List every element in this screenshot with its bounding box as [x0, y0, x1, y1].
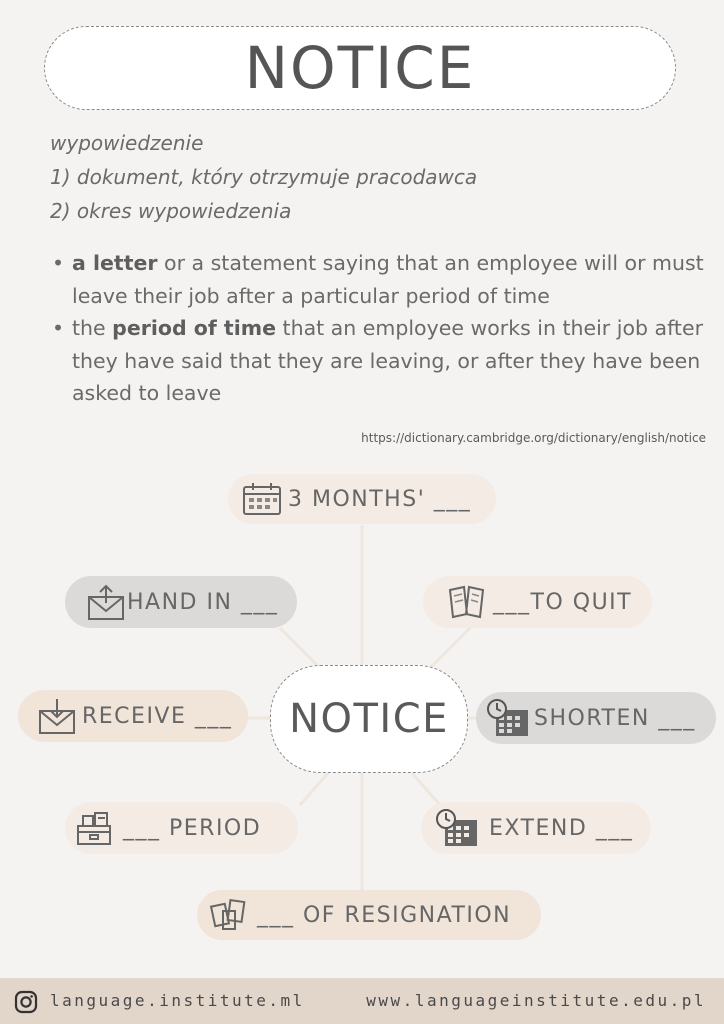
- phrase-to-quit: [423, 576, 652, 628]
- definition-text: that an employee works in their job after they have said that they are leaving, or after they have been asked to leave: [72, 316, 704, 405]
- polish-meaning-2: 2) okres wypowiedzenia: [50, 199, 292, 223]
- phrase-label: ___ PERIOD: [123, 815, 262, 841]
- calendar-icon: [242, 482, 282, 516]
- instagram-handle[interactable]: language.institute.ml: [50, 991, 305, 1010]
- polish-translation: wypowiedzenie: [50, 131, 204, 155]
- phrase-of-resignation: [197, 890, 541, 940]
- phrase-period: [65, 802, 298, 854]
- phrase-receive: [18, 690, 248, 742]
- box-of-items-icon: [75, 810, 113, 846]
- website-link[interactable]: www.languageinstitute.edu.pl: [366, 991, 706, 1010]
- definition-text: or a statement saying that an employee will or must leave their job after a particular period of time: [72, 251, 704, 308]
- phrase-label: ___TO QUIT: [493, 589, 633, 615]
- torn-documents-icon: [447, 584, 487, 620]
- phrase-extend: [421, 802, 651, 854]
- phrase-label: RECEIVE ___: [82, 703, 233, 729]
- definition-keyword: period of time: [112, 316, 277, 340]
- phrase-label: HAND IN ___: [127, 589, 279, 615]
- phrase-label: 3 MONTHS' ___: [288, 486, 472, 512]
- page-title: NOTICE: [244, 34, 476, 102]
- clock-calendar-icon: [486, 698, 530, 738]
- definition-keyword: a letter: [72, 251, 158, 275]
- phrase-hand-in: [65, 576, 297, 628]
- instagram-icon[interactable]: [14, 990, 38, 1018]
- footer-bar: [0, 978, 724, 1024]
- envelope-upload-icon: [87, 583, 125, 621]
- envelope-download-icon: [38, 697, 76, 735]
- documents-icon: [209, 897, 247, 933]
- mindmap-center: [270, 665, 468, 773]
- definition-text: the: [72, 316, 113, 340]
- phrase-label: EXTEND ___: [489, 815, 634, 841]
- phrase-3-months: [228, 474, 496, 524]
- polish-meaning-1: 1) dokument, który otrzymuje pracodawca: [50, 165, 478, 189]
- phrase-shorten: [476, 692, 716, 744]
- center-label: NOTICE: [289, 696, 449, 742]
- clock-calendar-icon: [435, 808, 479, 848]
- phrase-label: ___ OF RESIGNATION: [257, 902, 512, 928]
- source-link[interactable]: https://dictionary.cambridge.org/dictionary/english/notice: [361, 431, 706, 445]
- phrase-label: SHORTEN ___: [534, 705, 696, 731]
